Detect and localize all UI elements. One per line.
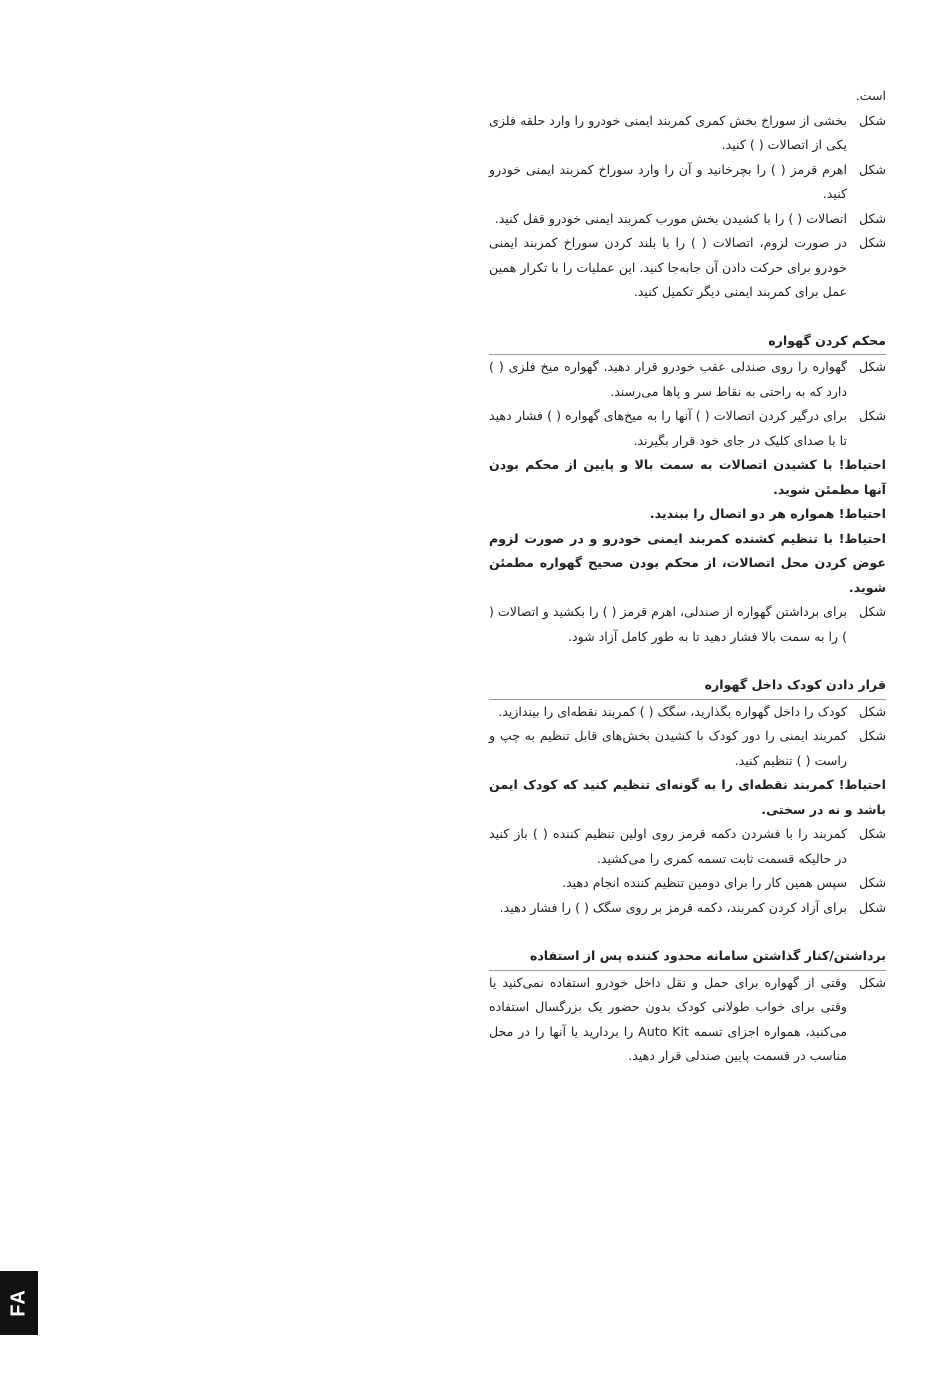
section2-step-2: [489, 724, 886, 773]
figure-label: شکل: [858, 161, 886, 177]
step-text: برای برداشتن گهواره از صندلی، اهرم قرمز ( ) را بکشید و اتصالات ( ) را به سمت بالا فشار دهید تا به طور کامل آزاد شود.: [489, 604, 847, 644]
section3-step-1: [489, 971, 886, 1069]
figure-label: شکل: [858, 604, 886, 619]
step-text: در صورت لزوم، اتصالات ( ) را با بلند کردن سوراخ کمربند ایمنی خودرو برای حرکت دادن آن جابه‌جا کنید. این عملیات را با تکرار همین عمل برای کمربند ایمنی دیگر تکمیل کنید.: [489, 235, 847, 299]
section2-step-3: [489, 822, 886, 871]
figure-label: شکل: [858, 112, 886, 128]
step-text: اهرم قرمز ( ) را بچرخانید و آن را وارد سوراخ کمربند ایمنی خودرو کنید.: [489, 161, 847, 201]
figure-label: شکل: [858, 899, 886, 915]
step-text: کمربند را با فشردن دکمه قرمز روی اولین تنظیم کننده ( ) باز کنید در حالیکه قسمت ثابت تسمه کمری را می‌کشید.: [489, 826, 847, 866]
step-text: کودک را داخل گهواره بگذارید، سگک ( ) کمربند نقطه‌ای را بیندازید.: [498, 703, 847, 719]
intro-step-2: [489, 158, 886, 207]
section2-step-1: [489, 700, 886, 725]
language-tab-label: FA: [7, 1289, 30, 1317]
figure-label: شکل: [858, 826, 886, 841]
figure-label: شکل: [858, 408, 886, 423]
intro-step-3: [489, 207, 886, 232]
section-heading-place-child: قرار دادن کودک داخل گهواره: [489, 673, 886, 700]
warning-text: احتیاط! کمربند نقطه‌ای را به گونه‌ای تنظیم کنید که کودک ایمن باشد و نه در سختی.: [489, 777, 886, 817]
section2-step-4: [489, 871, 886, 896]
section2-step-5: [489, 896, 886, 921]
figure-label: شکل: [858, 875, 886, 890]
figure-label: شکل: [858, 703, 886, 719]
section1-step-3: [489, 600, 886, 649]
intro-step-1: [489, 109, 886, 158]
figure-label: شکل: [858, 974, 886, 990]
section1-step-1: [489, 355, 886, 404]
figure-label: شکل: [858, 359, 886, 374]
step-text: برای درگیر کردن اتصالات ( ) آنها را به میخ‌های گهواره ( ) فشار دهید تا با صدای کلیک در جای خود قرار بگیرند.: [489, 408, 847, 448]
step-text: بخشی از سوراخ بخش کمری کمربند ایمنی خودرو را وارد حلقه فلزی یکی از اتصالات ( ) کنید.: [489, 112, 847, 152]
figure-label: شکل: [858, 235, 886, 250]
step-text: کمربند ایمنی را دور کودک با کشیدن بخش‌های قابل تنظیم به چپ و راست ( ) تنظیم کنید.: [489, 728, 847, 768]
section-heading-removal-after-use: برداشتن/کنار گذاشتن سامانه محدود کننده پس از استفاده: [489, 944, 886, 971]
step-text: وقتی از گهواره برای حمل و نقل داخل خودرو استفاده نمی‌کنید یا وقتی برای خواب طولانی کودک بدون حضور یک بزرگسال استفاده می‌کنید، همواره اجزای تسمه Auto Kit را بردارید یا آنها را در محل مناسب در قسمت پایین صندلی قرار دهید.: [489, 974, 847, 1063]
step-text: اتصالات ( ) را با کشیدن بخش مورب کمربند ایمنی خودرو قفل کنید.: [494, 210, 847, 226]
intro-tail-text: است.: [855, 88, 886, 103]
figure-label: شکل: [858, 728, 886, 743]
warning-text: احتیاط! با کشیدن اتصالات به سمت بالا و پایین از محکم بودن آنها مطمئن شوید.: [489, 457, 886, 497]
intro-step-4: [489, 231, 886, 305]
section-heading-secure-carrycot: محکم کردن گهواره: [489, 329, 886, 356]
step-text: سپس همین کار را برای دومین تنظیم کننده انجام دهید.: [562, 875, 847, 890]
step-text: گهواره را روی صندلی عقب خودرو قرار دهید. گهواره میخ فلزی ( ) دارد که به راحتی به نقاط سر و پاها می‌رسند.: [489, 359, 847, 399]
warning-text: احتیاط! همواره هر دو اتصال را ببندید.: [649, 506, 886, 521]
manual-column: [489, 84, 886, 1069]
figure-label: شکل: [858, 210, 886, 226]
step-text: برای آزاد کردن کمربند، دکمه قرمز بر روی سگک ( ) را فشار دهید.: [499, 899, 847, 915]
language-tab: [0, 1271, 38, 1335]
section1-step-2: [489, 404, 886, 453]
warning-text: احتیاط! با تنظیم کشنده کمربند ایمنی خودرو و در صورت لزوم عوض کردن محل اتصالات، از محکم بودن صحیح گهواره مطمئن شوید.: [489, 530, 886, 595]
